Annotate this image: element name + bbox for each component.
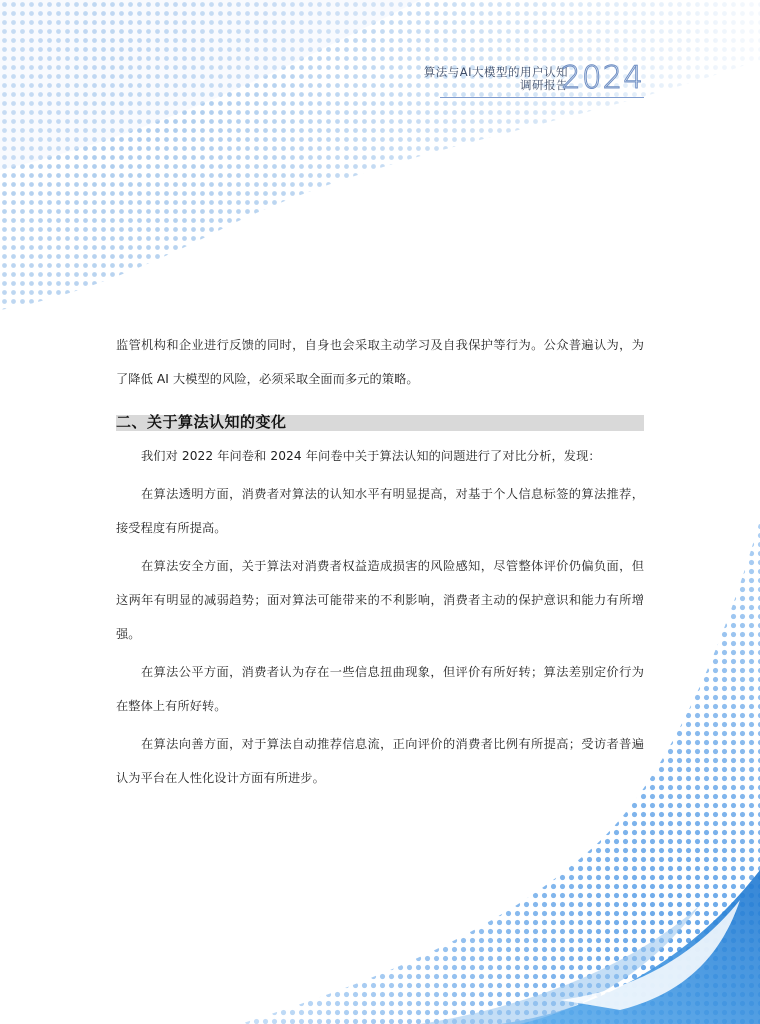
report-year: 2024: [561, 60, 644, 96]
report-title: [424, 66, 568, 92]
main-content: [116, 328, 644, 795]
report-header: [380, 60, 644, 100]
body-paragraph: 在算法向善方面，对于算法自动推荐信息流，正向评价的消费者比例有所提高；受访者普遍认为平台在人性化设计方面有所进步。: [116, 737, 644, 785]
body-paragraph: 在算法透明方面，消费者对算法的认知水平有明显提高，对基于个人信息标签的算法推荐，接受程度有所提高。: [116, 487, 644, 535]
header-divider: [440, 97, 644, 98]
body-paragraph: 在算法安全方面，关于算法对消费者权益造成损害的风险感知，尽管整体评价仍偏负面，但这两年有明显的减弱趋势；面对算法可能带来的不利影响，消费者主动的保护意识和能力有所增强。: [116, 559, 644, 641]
section-heading: 二、关于算法认知的变化: [116, 413, 287, 431]
body-paragraph: 在算法公平方面，消费者认为存在一些信息扭曲现象，但评价有所好转；算法差别定价行为在整体上有所好转。: [116, 665, 644, 713]
body-paragraph: 我们对 2022 年问卷和 2024 年问卷中关于算法认知的问题进行了对比分析，发现：: [141, 449, 601, 463]
report-title-line2: 调研报告: [520, 78, 568, 92]
section-heading-bar: [116, 415, 644, 431]
report-title-line1: 算法与AI大模型的用户认知: [423, 65, 568, 79]
intro-paragraph: 监管机构和企业进行反馈的同时，自身也会采取主动学习及自我保护等行为。公众普遍认为，为了降低 AI 大模型的风险，必须采取全面而多元的策略。: [116, 338, 644, 386]
